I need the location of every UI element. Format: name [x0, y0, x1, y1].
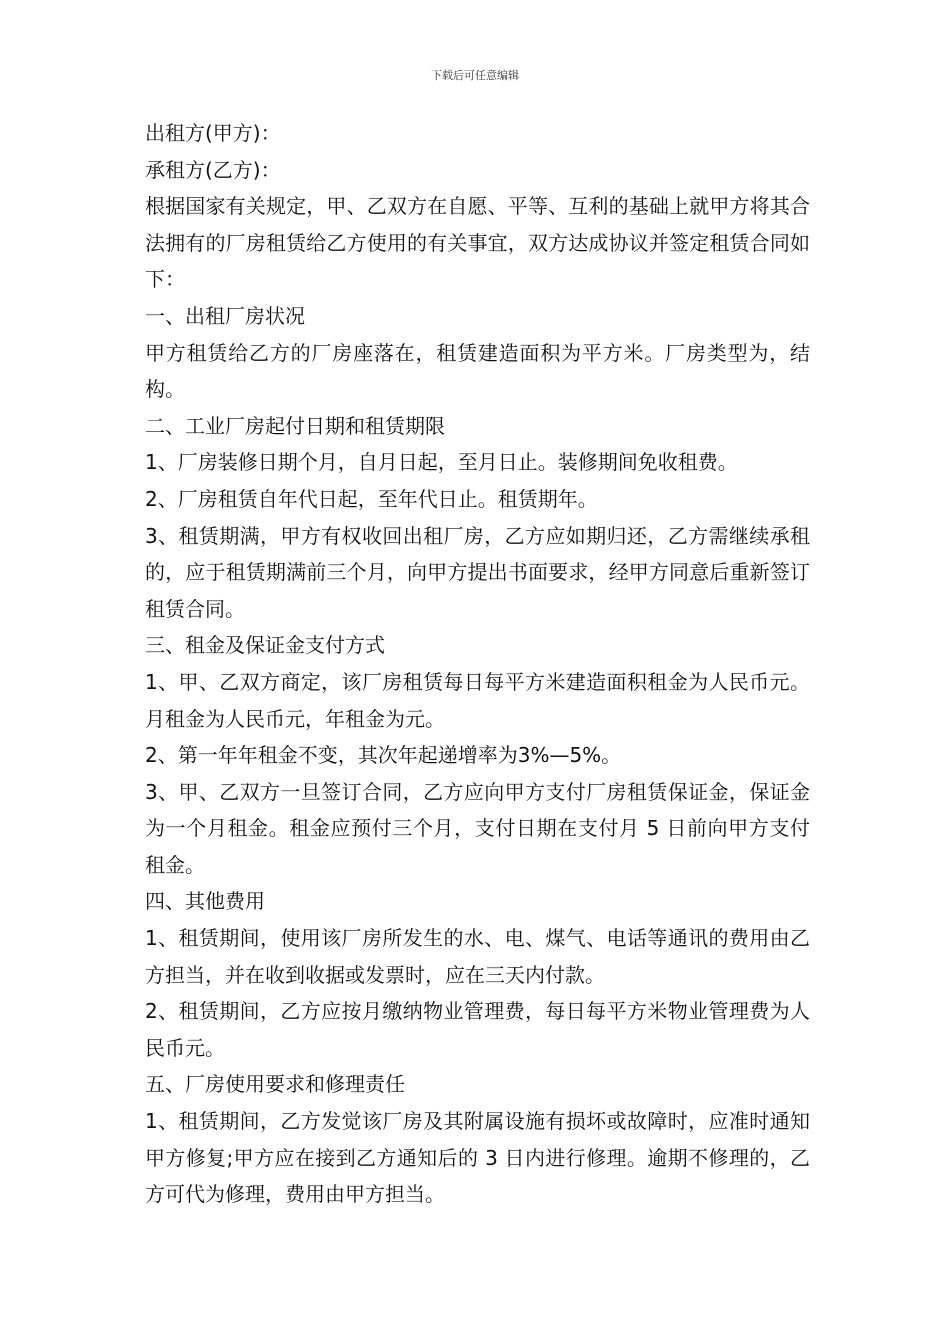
section-heading-3: 三、租金及保证金支付方式	[145, 633, 385, 658]
section-3-item-3: 3、甲、乙双方一旦签订合同，乙方应向甲方支付厂房租赁保证金，保证金为一个月租金。租金应预付三个月，支付日期在支付月 5 日前向甲方支付租金。	[145, 779, 810, 877]
section-heading-2: 二、工业厂房起付日期和租赁期限	[145, 413, 445, 438]
section-2-item-3: 3、租赁期满，甲方有权收回出租厂房，乙方应如期归还，乙方需继续承租的，应于租赁期满前三个月，向甲方提出书面要求，经甲方同意后重新签订租赁合同。	[145, 523, 810, 621]
section-1-paragraph: 甲方租赁给乙方的厂房座落在，租赁建造面积为平方米。厂房类型为，结构。	[145, 340, 810, 402]
section-4-item-2: 2、租赁期间，乙方应按月缴纳物业管理费，每日每平方米物业管理费为人民币元。	[145, 999, 810, 1060]
preamble-paragraph: 根据国家有关规定，甲、乙双方在自愿、平等、互利的基础上就甲方将其合法拥有的厂房租赁给乙方使用的有关事宜，双方达成协议并签定租赁合同如下：	[145, 194, 810, 292]
party-a-line: 出租方(甲方)：	[145, 121, 281, 145]
section-heading-1: 一、出租厂房状况	[145, 303, 305, 328]
section-heading-5: 五、厂房使用要求和修理责任	[145, 1072, 405, 1097]
section-2-item-1: 1、厂房装修日期个月，自月日起，至月日止。装修期间免收租费。	[145, 450, 738, 475]
section-5-item-1: 1、租赁期间，乙方发觉该厂房及其附属设施有损坏或故障时，应准时通知甲方修复;甲方应在接到乙方通知后的 3 日内进行修理。逾期不修理的，乙方可代为修理，费用由甲方担当。	[145, 1109, 810, 1207]
party-b-line: 承租方(乙方)：	[145, 157, 281, 182]
section-heading-4: 四、其他费用	[145, 889, 265, 914]
page-header: 下载后可任意编辑	[431, 69, 519, 82]
section-4-item-1: 1、租赁期间，使用该厂房所发生的水、电、煤气、电话等通讯的费用由乙方担当，并在收到收据或发票时，应在三天内付款。	[145, 926, 810, 987]
section-3-item-1: 1、甲、乙双方商定，该厂房租赁每日每平方米建造面积租金为人民币元。月租金为人民币元，年租金为元。	[145, 669, 810, 731]
document-body	[145, 115, 810, 1213]
section-2-item-2: 2、厂房租赁自年代日起，至年代日止。租赁期年。	[145, 486, 598, 511]
section-3-item-2: 2、第一年年租金不变，其次年起递增率为3%—5%。	[145, 743, 622, 768]
